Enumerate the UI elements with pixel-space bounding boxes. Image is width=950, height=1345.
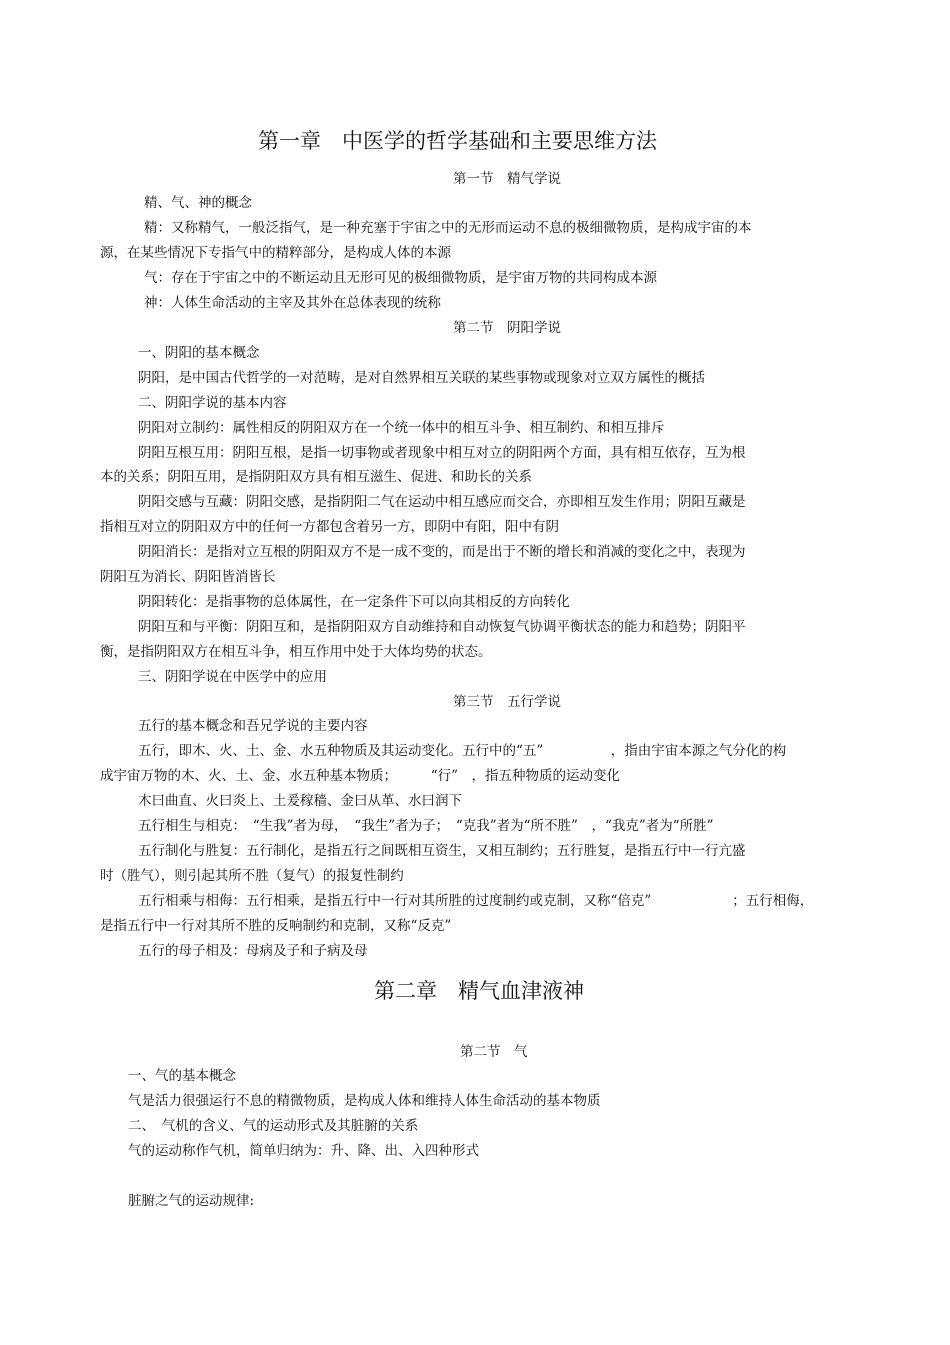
paragraph-line: 五行的基本概念和吾兄学说的主要内容 (138, 718, 368, 734)
paragraph-line: 阴阳互根互用：阴阳互根，是指一切事物或者现象中相互对立的阴阳两个方面，具有相互依存，互为根 (138, 445, 746, 461)
paragraph-line: 阴阳转化：是指事物的总体属性，在一定条件下可以向其相反的方向转化 (138, 594, 570, 610)
paragraph-line: 阴阳对立制约：属性相反的阴阳双方在一个统一体中的相互斗争、相互制约、和相互排斥 (138, 420, 665, 436)
chapter-2-section-title: 第二节 气 (460, 1044, 528, 1060)
paragraph-line: 五行制化与胜复：五行制化，是指五行之间既相互资生，又相互制约；五行胜复，是指五行中一行亢盛 (138, 843, 746, 859)
paragraph-line: 五行相乘与相侮：五行相乘，是指五行中一行对其所胜的过度制约或克制，又称“倍克” ；五行相侮， (138, 893, 814, 909)
paragraph-line: 一、气的基本概念 (128, 1068, 236, 1084)
section-1-title: 第一节 精气学说 (453, 171, 561, 187)
paragraph-line: 气的运动称作气机，简单归纳为：升、降、出、入四种形式 (128, 1143, 479, 1159)
paragraph-line: 精、气、神的概念 (144, 195, 252, 211)
paragraph-line: 阴阳交感与互藏：阴阳交感，是指阴阳二气在运动中相互感应而交合，亦即相互发生作用；阴阳互藏是 (138, 494, 746, 510)
paragraph-line: 衡，是指阴阳双方在相互斗争，相互作用中处于大体均势的状态。 (100, 644, 492, 660)
paragraph-line: 阴阳消长：是指对立互根的阴阳双方不是一成不变的，而是出于不断的增长和消减的变化之中，表现为 (138, 544, 746, 560)
paragraph-line: 二、 气机的含义、气的运动形式及其脏腑的关系 (128, 1118, 419, 1134)
paragraph-line: 脏腑之气的运动规律: (128, 1193, 255, 1209)
paragraph-line: 五行的母子相及：母病及子和子病及母 (138, 943, 368, 959)
paragraph-line: 气是活力很强运行不息的精微物质，是构成人体和维持人体生命活动的基本物质 (128, 1093, 601, 1109)
paragraph-line: 本的关系；阴阳互用，是指阴阳双方具有相互滋生、促进、和助长的关系 (100, 469, 532, 485)
paragraph-line: 木曰曲直、火曰炎上、土爰稼穑、金曰从革、水曰润下 (138, 793, 462, 809)
chapter-1-title: 第一章 中医学的哲学基础和主要思维方法 (258, 129, 657, 153)
paragraph-line: 阴阳互和与平衡：阴阳互和，是指阴阳双方自动维持和自动恢复气协调平衡状态的能力和趋势；阴阳平 (138, 619, 746, 635)
paragraph-line: 一、阴阳的基本概念 (138, 345, 260, 361)
chapter-2-title: 第二章 精气血津液神 (374, 979, 584, 1003)
paragraph-line: 阴阳，是中国古代哲学的一对范畴，是对自然界相互关联的某些事物或现象对立双方属性的概括 (138, 370, 705, 386)
section-3-title: 第三节 五行学说 (453, 694, 561, 710)
paragraph-line: 阴阳互为消长、阴阳皆消皆长 (100, 569, 276, 585)
paragraph-line: 二、阴阳学说的基本内容 (138, 395, 287, 411)
paragraph-line: 精：又称精气，一般泛指气，是一种充塞于宇宙之中的无形而运动不息的极细微物质，是构成宇宙的本 (144, 220, 752, 236)
paragraph-line: 源，在某些情况下专指气中的精粹部分，是构成人体的本源 (100, 245, 451, 261)
section-2-title: 第二节 阴阳学说 (453, 320, 561, 336)
paragraph-line: 神：人体生命活动的主宰及其外在总体表现的统称 (144, 295, 441, 311)
paragraph-line: 指相互对立的阴阳双方中的任何一方都包含着另一方，即阴中有阳，阳中有阴 (100, 519, 559, 535)
paragraph-line: 五行，即木、火、土、金、水五种物质及其运动变化。五行中的“五” ，指由宇宙本源之气分化的构 (138, 743, 787, 759)
paragraph-line: 是指五行中一行对其所不胜的反响制约和克制，又称“反克” (100, 918, 452, 934)
paragraph-line: 五行相生与相克： “生我”者为母， “我生”者为子； “克我”者为“所不胜” ，“我克”者为“所胜” (138, 818, 714, 834)
paragraph-line: 成宇宙万物的木、火、土、金、水五种基本物质； “行” ，指五种物质的运动变化 (100, 768, 621, 784)
paragraph-line: 气：存在于宇宙之中的不断运动且无形可见的极细微物质，是宇宙万物的共同构成本源 (144, 270, 657, 286)
paragraph-line: 时（胜气），则引起其所不胜（复气）的报复性制约 (100, 868, 404, 884)
paragraph-line: 三、阴阳学说在中医学中的应用 (138, 669, 327, 685)
